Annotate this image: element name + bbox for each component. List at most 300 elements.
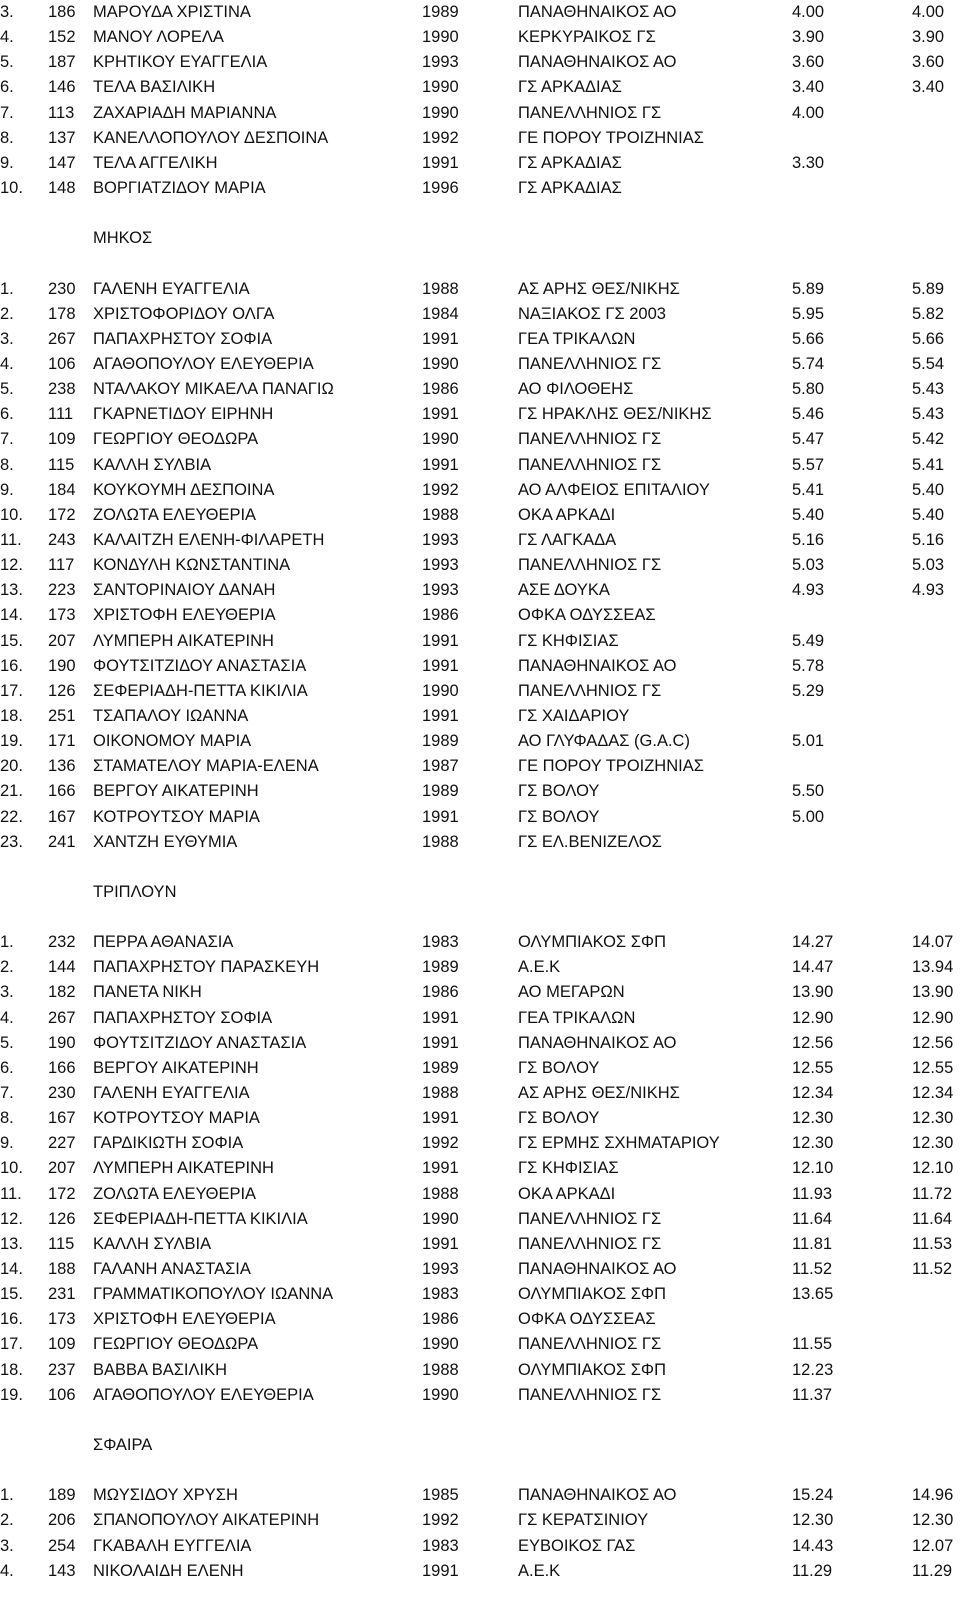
birth-year-cell: 1991 <box>422 455 459 474</box>
athlete-name-cell: ΑΓΑΘΟΠΟΥΛΟΥ ΕΛΕΥΘΕΡΙΑ <box>93 1385 314 1404</box>
rank-cell: 7. <box>0 430 14 449</box>
result-row <box>0 704 960 729</box>
birth-year-cell: 1991 <box>422 1561 459 1580</box>
club-cell: ΓΕΑ ΤΡΙΚΑΛΩΝ <box>518 1008 636 1027</box>
result-row <box>0 478 960 503</box>
result-row <box>0 603 960 628</box>
rank-cell: 6. <box>0 78 14 97</box>
best-mark-cell: 12.30 <box>792 1134 834 1153</box>
section-spacer <box>0 855 960 880</box>
result-row <box>0 503 960 528</box>
birth-year-cell: 1988 <box>422 1184 459 1203</box>
rank-cell: 1. <box>0 279 14 298</box>
club-cell: ΑΟ ΑΛΦΕΙΟΣ ΕΠΙΤΑΛΙΟΥ <box>518 480 710 499</box>
result-row <box>0 1534 960 1559</box>
birth-year-cell: 1983 <box>422 1536 459 1555</box>
bib-number-cell: 106 <box>48 1385 76 1404</box>
club-cell: ΚΕΡΚΥΡΑΙΚΟΣ ΓΣ <box>518 28 656 47</box>
final-mark-cell: 5.40 <box>912 505 945 524</box>
best-mark-cell: 11.55 <box>792 1335 833 1354</box>
best-mark-cell: 4.93 <box>792 581 825 600</box>
bib-number-cell: 223 <box>48 581 76 600</box>
section-heading <box>0 226 960 251</box>
birth-year-cell: 1986 <box>422 983 459 1002</box>
birth-year-cell: 1992 <box>422 480 459 499</box>
result-row <box>0 1031 960 1056</box>
birth-year-cell: 1983 <box>422 933 459 952</box>
club-cell: ΑΟ ΜΕΓΑΡΩΝ <box>518 983 625 1002</box>
birth-year-cell: 1990 <box>422 1335 459 1354</box>
best-mark-cell: 14.27 <box>792 933 834 952</box>
bib-number-cell: 267 <box>48 1008 76 1027</box>
athlete-name-cell: ΖΑΧΑΡΙΑΔΗ ΜΑΡΙΑΝΝΑ <box>93 103 277 122</box>
birth-year-cell: 1984 <box>422 304 459 323</box>
birth-year-cell: 1986 <box>422 380 459 399</box>
birth-year-cell: 1992 <box>422 1134 459 1153</box>
birth-year-cell: 1986 <box>422 1310 459 1329</box>
birth-year-cell: 1988 <box>422 1360 459 1379</box>
athlete-name-cell: ΑΓΑΘΟΠΟΥΛΟΥ ΕΛΕΥΘΕΡΙΑ <box>93 354 314 373</box>
best-mark-cell: 13.90 <box>792 983 834 1002</box>
rank-cell: 13. <box>0 581 23 600</box>
final-mark-cell: 12.55 <box>912 1058 954 1077</box>
bib-number-cell: 126 <box>48 681 76 700</box>
club-cell: ΠΑΝΑΘΗΝΑΙΚΟΣ ΑΟ <box>518 53 677 72</box>
best-mark-cell: 11.81 <box>792 1234 833 1253</box>
bib-number-cell: 167 <box>48 807 76 826</box>
result-row <box>0 528 960 553</box>
athlete-name-cell: ΚΟΝΔΥΛΗ ΚΩΝΣΤΑΝΤΙΝΑ <box>93 556 291 575</box>
result-row <box>0 25 960 50</box>
best-mark-cell: 5.00 <box>792 807 825 826</box>
best-mark-cell: 12.56 <box>792 1033 834 1052</box>
section-spacer <box>0 1458 960 1483</box>
athlete-name-cell: ΚΑΛΛΗ ΣΥΛΒΙΑ <box>93 455 212 474</box>
bib-number-cell: 106 <box>48 354 76 373</box>
athlete-name-cell: ΠΕΡΡΑ ΑΘΑΝΑΣΙΑ <box>93 933 234 952</box>
result-row <box>0 327 960 352</box>
rank-cell: 17. <box>0 1335 23 1354</box>
bib-number-cell: 172 <box>48 1184 76 1203</box>
section-title-text: ΜΗΚΟΣ <box>93 229 153 248</box>
best-mark-cell: 5.74 <box>792 354 825 373</box>
athlete-name-cell: ΤΣΑΠΑΛΟΥ ΙΩΑΝΝΑ <box>93 706 249 725</box>
athlete-name-cell: ΤΕΛΑ ΑΓΓΕΛΙΚΗ <box>93 153 218 172</box>
rank-cell: 17. <box>0 681 23 700</box>
rank-cell: 21. <box>0 782 23 801</box>
club-cell: ΟΛΥΜΠΙΑΚΟΣ ΣΦΠ <box>518 933 666 952</box>
rank-cell: 3. <box>0 983 14 1002</box>
rank-cell: 19. <box>0 1385 23 1404</box>
bib-number-cell: 109 <box>48 430 76 449</box>
club-cell: ΠΑΝΑΘΗΝΑΙΚΟΣ ΑΟ <box>518 1486 677 1505</box>
section-title-text: ΣΦΑΙΡΑ <box>93 1436 153 1455</box>
final-mark-cell: 11.64 <box>912 1209 953 1228</box>
best-mark-cell: 4.00 <box>792 3 825 21</box>
club-cell: ΟΚΑ ΑΡΚΑΔΙ <box>518 505 616 524</box>
final-mark-cell: 12.30 <box>912 1109 954 1128</box>
best-mark-cell: 5.50 <box>792 782 825 801</box>
best-mark-cell: 5.29 <box>792 681 825 700</box>
rank-cell: 12. <box>0 556 23 575</box>
bib-number-cell: 189 <box>48 1486 76 1505</box>
club-cell: ΕΥΒΟΙΚΟΣ ΓΑΣ <box>518 1536 636 1555</box>
birth-year-cell: 1996 <box>422 178 459 197</box>
birth-year-cell: 1993 <box>422 1260 459 1279</box>
result-row <box>0 729 960 754</box>
rank-cell: 3. <box>0 329 14 348</box>
birth-year-cell: 1990 <box>422 681 459 700</box>
result-row <box>0 1106 960 1131</box>
rank-cell: 4. <box>0 354 14 373</box>
section-heading <box>0 1433 960 1458</box>
rank-cell: 11. <box>0 530 22 549</box>
athlete-name-cell: ΜΑΡΟΥΔΑ ΧΡΙΣΤΙΝΑ <box>93 3 251 21</box>
rank-cell: 2. <box>0 304 14 323</box>
rank-cell: 23. <box>0 832 23 851</box>
club-cell: ΓΣ ΧΑΙΔΑΡΙΟΥ <box>518 706 630 725</box>
birth-year-cell: 1991 <box>422 1008 459 1027</box>
best-mark-cell: 14.47 <box>792 958 834 977</box>
bib-number-cell: 171 <box>48 732 76 751</box>
final-mark-cell: 5.54 <box>912 354 945 373</box>
result-row <box>0 1257 960 1282</box>
final-mark-cell: 12.34 <box>912 1084 954 1103</box>
athlete-name-cell: ΛΥΜΠΕΡΗ ΑΙΚΑΤΕΡΙΝΗ <box>93 1159 274 1178</box>
bib-number-cell: 232 <box>48 933 76 952</box>
birth-year-cell: 1993 <box>422 53 459 72</box>
result-row <box>0 1332 960 1357</box>
best-mark-cell: 5.47 <box>792 430 825 449</box>
result-row <box>0 427 960 452</box>
bib-number-cell: 126 <box>48 1209 76 1228</box>
bib-number-cell: 111 <box>48 405 74 424</box>
bib-number-cell: 178 <box>48 304 76 323</box>
result-row <box>0 754 960 779</box>
athlete-name-cell: ΚΡΗΤΙΚΟΥ ΕΥΑΓΓΕΛΙΑ <box>93 53 268 72</box>
best-mark-cell: 14.43 <box>792 1536 834 1555</box>
rank-cell: 2. <box>0 958 14 977</box>
result-row <box>0 50 960 75</box>
bib-number-cell: 186 <box>48 3 76 21</box>
athlete-name-cell: ΓΡΑΜΜΑΤΙΚΟΠΟΥΛΟΥ ΙΩΑΝΝΑ <box>93 1285 334 1304</box>
birth-year-cell: 1993 <box>422 556 459 575</box>
athlete-name-cell: ΠΑΠΑΧΡΗΣΤΟΥ ΣΟΦΙΑ <box>93 1008 273 1027</box>
bib-number-cell: 143 <box>48 1561 76 1580</box>
best-mark-cell: 5.66 <box>792 329 825 348</box>
best-mark-cell: 15.24 <box>792 1486 834 1505</box>
athlete-name-cell: ΠΑΠΑΧΡΗΣΤΟΥ ΠΑΡΑΣΚΕΥΗ <box>93 958 320 977</box>
club-cell: ΓΣ ΚΗΦΙΣΙΑΣ <box>518 631 619 650</box>
result-row <box>0 176 960 201</box>
birth-year-cell: 1985 <box>422 1486 459 1505</box>
athlete-name-cell: ΠΑΝΕΤΑ ΝΙΚΗ <box>93 983 202 1002</box>
result-row <box>0 578 960 603</box>
birth-year-cell: 1991 <box>422 1033 459 1052</box>
rank-cell: 3. <box>0 1536 14 1555</box>
best-mark-cell: 12.30 <box>792 1109 834 1128</box>
rank-cell: 15. <box>0 631 23 650</box>
final-mark-cell: 12.30 <box>912 1511 954 1530</box>
club-cell: Α.Ε.Κ <box>518 1561 561 1580</box>
rank-cell: 16. <box>0 656 23 675</box>
best-mark-cell: 12.23 <box>792 1360 834 1379</box>
result-row <box>0 830 960 855</box>
athlete-name-cell: ΝΙΚΟΛΑΙΔΗ ΕΛΕΝΗ <box>93 1561 244 1580</box>
club-cell: ΝΑΞΙΑΚΟΣ ΓΣ 2003 <box>518 304 666 323</box>
best-mark-cell: 11.37 <box>792 1385 833 1404</box>
section-spacer <box>0 905 960 930</box>
bib-number-cell: 190 <box>48 656 76 675</box>
result-row <box>0 779 960 804</box>
athlete-name-cell: ΓΕΩΡΓΙΟΥ ΘΕΟΔΩΡΑ <box>93 430 259 449</box>
club-cell: ΠΑΝΕΛΛΗΝΙΟΣ ΓΣ <box>518 1335 662 1354</box>
final-mark-cell: 5.43 <box>912 380 945 399</box>
best-mark-cell: 5.95 <box>792 304 825 323</box>
club-cell: ΓΣ ΑΡΚΑΔΙΑΣ <box>518 178 622 197</box>
rank-cell: 10. <box>0 505 23 524</box>
athlete-name-cell: ΣΑΝΤΟΡΙΝΑΙΟΥ ΔΑΝΑΗ <box>93 581 276 600</box>
athlete-name-cell: ΓΑΡΔΙΚΙΩΤΗ ΣΟΦΙΑ <box>93 1134 244 1153</box>
athlete-name-cell: ΒΟΡΓΙΑΤΖΙΔΟΥ ΜΑΡΙΑ <box>93 178 266 197</box>
rank-cell: 6. <box>0 1058 14 1077</box>
athlete-name-cell: ΒΑΒΒΑ ΒΑΣΙΛΙΚΗ <box>93 1360 228 1379</box>
rank-cell: 11. <box>0 1184 22 1203</box>
club-cell: ΟΛΥΜΠΙΑΚΟΣ ΣΦΠ <box>518 1285 666 1304</box>
athlete-name-cell: ΓΚΑΡΝΕΤΙΔΟΥ ΕΙΡΗΝΗ <box>93 405 274 424</box>
rank-cell: 1. <box>0 933 14 952</box>
rank-cell: 14. <box>0 606 23 625</box>
athlete-name-cell: ΚΑΛΛΗ ΣΥΛΒΙΑ <box>93 1234 212 1253</box>
best-mark-cell: 4.00 <box>792 103 825 122</box>
club-cell: ΠΑΝΑΘΗΝΑΙΚΟΣ ΑΟ <box>518 1260 677 1279</box>
rank-cell: 9. <box>0 153 14 172</box>
rank-cell: 8. <box>0 128 14 147</box>
birth-year-cell: 1992 <box>422 128 459 147</box>
bib-number-cell: 137 <box>48 128 76 147</box>
result-row <box>0 1182 960 1207</box>
rank-cell: 9. <box>0 480 14 499</box>
athlete-name-cell: ΟΙΚΟΝΟΜΟΥ ΜΑΡΙΑ <box>93 732 252 751</box>
athlete-name-cell: ΚΟΤΡΟΥΤΣΟΥ ΜΑΡΙΑ <box>93 807 260 826</box>
final-mark-cell: 13.94 <box>912 958 954 977</box>
athlete-name-cell: ΒΕΡΓΟΥ ΑΙΚΑΤΕΡΙΝΗ <box>93 782 259 801</box>
final-mark-cell: 5.66 <box>912 329 945 348</box>
birth-year-cell: 1990 <box>422 103 459 122</box>
rank-cell: 4. <box>0 1008 14 1027</box>
club-cell: ΠΑΝΕΛΛΗΝΙΟΣ ΓΣ <box>518 556 662 575</box>
bib-number-cell: 173 <box>48 606 76 625</box>
rank-cell: 5. <box>0 53 14 72</box>
bib-number-cell: 241 <box>48 832 76 851</box>
birth-year-cell: 1988 <box>422 832 459 851</box>
club-cell: ΓΣ ΚΗΦΙΣΙΑΣ <box>518 1159 619 1178</box>
club-cell: ΓΕ ΠΟΡΟΥ ΤΡΟΙΖΗΝΙΑΣ <box>518 757 704 776</box>
final-mark-cell: 5.16 <box>912 530 945 549</box>
result-row <box>0 352 960 377</box>
result-row <box>0 1131 960 1156</box>
athlete-name-cell: ΜΩΥΣΙΔΟΥ ΧΡΥΣΗ <box>93 1486 238 1505</box>
club-cell: ΟΦΚΑ ΟΔΥΣΣΕΑΣ <box>518 606 656 625</box>
rank-cell: 13. <box>0 1234 23 1253</box>
final-mark-cell: 12.56 <box>912 1033 954 1052</box>
club-cell: ΓΣ ΚΕΡΑΤΣΙΝΙΟΥ <box>518 1511 649 1530</box>
birth-year-cell: 1988 <box>422 1084 459 1103</box>
final-mark-cell: 11.53 <box>912 1234 953 1253</box>
result-row <box>0 277 960 302</box>
birth-year-cell: 1991 <box>422 405 459 424</box>
best-mark-cell: 3.30 <box>792 153 825 172</box>
birth-year-cell: 1990 <box>422 78 459 97</box>
result-row <box>0 553 960 578</box>
result-row <box>0 980 960 1005</box>
final-mark-cell: 12.10 <box>912 1159 954 1178</box>
final-mark-cell: 4.00 <box>912 3 945 21</box>
birth-year-cell: 1990 <box>422 28 459 47</box>
final-mark-cell: 14.07 <box>912 933 954 952</box>
birth-year-cell: 1989 <box>422 3 459 21</box>
result-row <box>0 1207 960 1232</box>
best-mark-cell: 5.01 <box>792 732 825 751</box>
best-mark-cell: 3.40 <box>792 78 825 97</box>
rank-cell: 8. <box>0 1109 14 1128</box>
club-cell: ΓΣ ΕΛ.ΒΕΝΙΖΕΛΟΣ <box>518 832 662 851</box>
athlete-name-cell: ΦΟΥΤΣΙΤΖΙΔΟΥ ΑΝΑΣΤΑΣΙΑ <box>93 1033 307 1052</box>
bib-number-cell: 146 <box>48 78 76 97</box>
best-mark-cell: 12.55 <box>792 1058 834 1077</box>
bib-number-cell: 188 <box>48 1260 76 1279</box>
best-mark-cell: 12.90 <box>792 1008 834 1027</box>
athlete-name-cell: ΓΚΑΒΑΛΗ ΕΥΓΓΕΛΙΑ <box>93 1536 252 1555</box>
rank-cell: 16. <box>0 1310 23 1329</box>
result-row <box>0 302 960 327</box>
bib-number-cell: 251 <box>48 706 76 725</box>
birth-year-cell: 1987 <box>422 757 459 776</box>
birth-year-cell: 1991 <box>422 1159 459 1178</box>
best-mark-cell: 5.03 <box>792 556 825 575</box>
bib-number-cell: 238 <box>48 380 76 399</box>
best-mark-cell: 11.29 <box>792 1561 833 1580</box>
club-cell: ΑΣΕ ΔΟΥΚΑ <box>518 581 610 600</box>
final-mark-cell: 3.40 <box>912 78 945 97</box>
final-mark-cell: 5.40 <box>912 480 945 499</box>
athlete-name-cell: ΣΕΦΕΡΙΑΔΗ-ΠΕΤΤΑ ΚΙΚΙΛΙΑ <box>93 1209 308 1228</box>
best-mark-cell: 3.90 <box>792 28 825 47</box>
club-cell: ΠΑΝΕΛΛΗΝΙΟΣ ΓΣ <box>518 430 662 449</box>
rank-cell: 2. <box>0 1511 14 1530</box>
bib-number-cell: 115 <box>48 455 75 474</box>
rank-cell: 14. <box>0 1260 23 1279</box>
section-title-text: ΤΡΙΠΛΟΥΝ <box>93 882 177 901</box>
section-heading <box>0 880 960 905</box>
athlete-name-cell: ΠΑΠΑΧΡΗΣΤΟΥ ΣΟΦΙΑ <box>93 329 273 348</box>
birth-year-cell: 1989 <box>422 732 459 751</box>
result-row <box>0 679 960 704</box>
result-row <box>0 1483 960 1508</box>
birth-year-cell: 1990 <box>422 430 459 449</box>
final-mark-cell: 5.41 <box>912 455 945 474</box>
club-cell: ΟΛΥΜΠΙΑΚΟΣ ΣΦΠ <box>518 1360 666 1379</box>
athlete-name-cell: ΧΡΙΣΤΟΦΗ ΕΛΕΥΘΕΡΙΑ <box>93 606 276 625</box>
section-spacer <box>0 1408 960 1433</box>
club-cell: ΠΑΝΕΛΛΗΝΙΟΣ ΓΣ <box>518 354 662 373</box>
club-cell: ΓΣ ΒΟΛΟΥ <box>518 807 600 826</box>
athlete-name-cell: ΚΟΥΚΟΥΜΗ ΔΕΣΠΟΙΝΑ <box>93 480 275 499</box>
result-row <box>0 1282 960 1307</box>
club-cell: ΠΑΝΑΘΗΝΑΙΚΟΣ ΑΟ <box>518 656 677 675</box>
result-row <box>0 629 960 654</box>
bib-number-cell: 152 <box>48 28 76 47</box>
club-cell: ΑΟ ΦΙΛΟΘΕΗΣ <box>518 380 634 399</box>
bib-number-cell: 147 <box>48 153 76 172</box>
club-cell: Α.Ε.Κ <box>518 958 561 977</box>
final-mark-cell: 3.60 <box>912 53 945 72</box>
club-cell: ΠΑΝΕΛΛΗΝΙΟΣ ΓΣ <box>518 1385 662 1404</box>
final-mark-cell: 5.42 <box>912 430 945 449</box>
final-mark-cell: 5.82 <box>912 304 945 323</box>
bib-number-cell: 184 <box>48 480 76 499</box>
result-row <box>0 1156 960 1181</box>
final-mark-cell: 11.52 <box>912 1260 953 1279</box>
bib-number-cell: 144 <box>48 958 76 977</box>
athlete-name-cell: ΚΑΛΑΙΤΖΗ ΕΛΕΝΗ-ΦΙΛΑΡΕΤΗ <box>93 530 325 549</box>
club-cell: ΑΟ ΓΛΥΦΑΔΑΣ (G.A.C) <box>518 732 690 751</box>
club-cell: ΠΑΝΕΛΛΗΝΙΟΣ ΓΣ <box>518 1234 662 1253</box>
athlete-name-cell: ΖΟΛΩΤΑ ΕΛΕΥΘΕΡΙΑ <box>93 1184 257 1203</box>
birth-year-cell: 1991 <box>422 706 459 725</box>
bib-number-cell: 113 <box>48 103 75 122</box>
best-mark-cell: 5.46 <box>792 405 825 424</box>
rank-cell: 4. <box>0 1561 14 1580</box>
birth-year-cell: 1989 <box>422 782 459 801</box>
athlete-name-cell: ΦΟΥΤΣΙΤΖΙΔΟΥ ΑΝΑΣΤΑΣΙΑ <box>93 656 307 675</box>
bib-number-cell: 115 <box>48 1234 75 1253</box>
athlete-name-cell: ΓΑΛΕΝΗ ΕΥΑΓΓΕΛΙΑ <box>93 279 250 298</box>
bib-number-cell: 267 <box>48 329 76 348</box>
club-cell: ΓΣ ΛΑΓΚΑΔΑ <box>518 530 617 549</box>
birth-year-cell: 1988 <box>422 279 459 298</box>
result-row <box>0 805 960 830</box>
club-cell: ΠΑΝΕΛΛΗΝΙΟΣ ΓΣ <box>518 1209 662 1228</box>
birth-year-cell: 1990 <box>422 354 459 373</box>
bib-number-cell: 243 <box>48 530 76 549</box>
best-mark-cell: 5.80 <box>792 380 825 399</box>
club-cell: ΓΕΑ ΤΡΙΚΑΛΩΝ <box>518 329 636 348</box>
athlete-name-cell: ΝΤΑΛΑΚΟΥ ΜΙΚΑΕΛΑ ΠΑΝΑΓΙΩ <box>93 380 334 399</box>
final-mark-cell: 11.72 <box>912 1184 953 1203</box>
athlete-name-cell: ΧΑΝΤΖΗ ΕΥΘΥΜΙΑ <box>93 832 238 851</box>
rank-cell: 10. <box>0 178 23 197</box>
club-cell: ΠΑΝΑΘΗΝΑΙΚΟΣ ΑΟ <box>518 3 677 21</box>
final-mark-cell: 5.89 <box>912 279 945 298</box>
birth-year-cell: 1991 <box>422 1109 459 1128</box>
bib-number-cell: 230 <box>48 1084 76 1103</box>
athlete-name-cell: ΣΕΦΕΡΙΑΔΗ-ΠΕΤΤΑ ΚΙΚΙΛΙΑ <box>93 681 308 700</box>
bib-number-cell: 190 <box>48 1033 76 1052</box>
bib-number-cell: 187 <box>48 53 76 72</box>
athlete-name-cell: ΣΤΑΜΑΤΕΛΟΥ ΜΑΡΙΑ-ΕΛΕΝΑ <box>93 757 319 776</box>
rank-cell: 8. <box>0 455 14 474</box>
rank-cell: 5. <box>0 1033 14 1052</box>
result-row <box>0 75 960 100</box>
birth-year-cell: 1991 <box>422 153 459 172</box>
birth-year-cell: 1989 <box>422 958 459 977</box>
athlete-name-cell: ΒΕΡΓΟΥ ΑΙΚΑΤΕΡΙΝΗ <box>93 1058 259 1077</box>
result-row <box>0 955 960 980</box>
bib-number-cell: 117 <box>48 556 75 575</box>
best-mark-cell: 5.57 <box>792 455 825 474</box>
rank-cell: 1. <box>0 1486 14 1505</box>
